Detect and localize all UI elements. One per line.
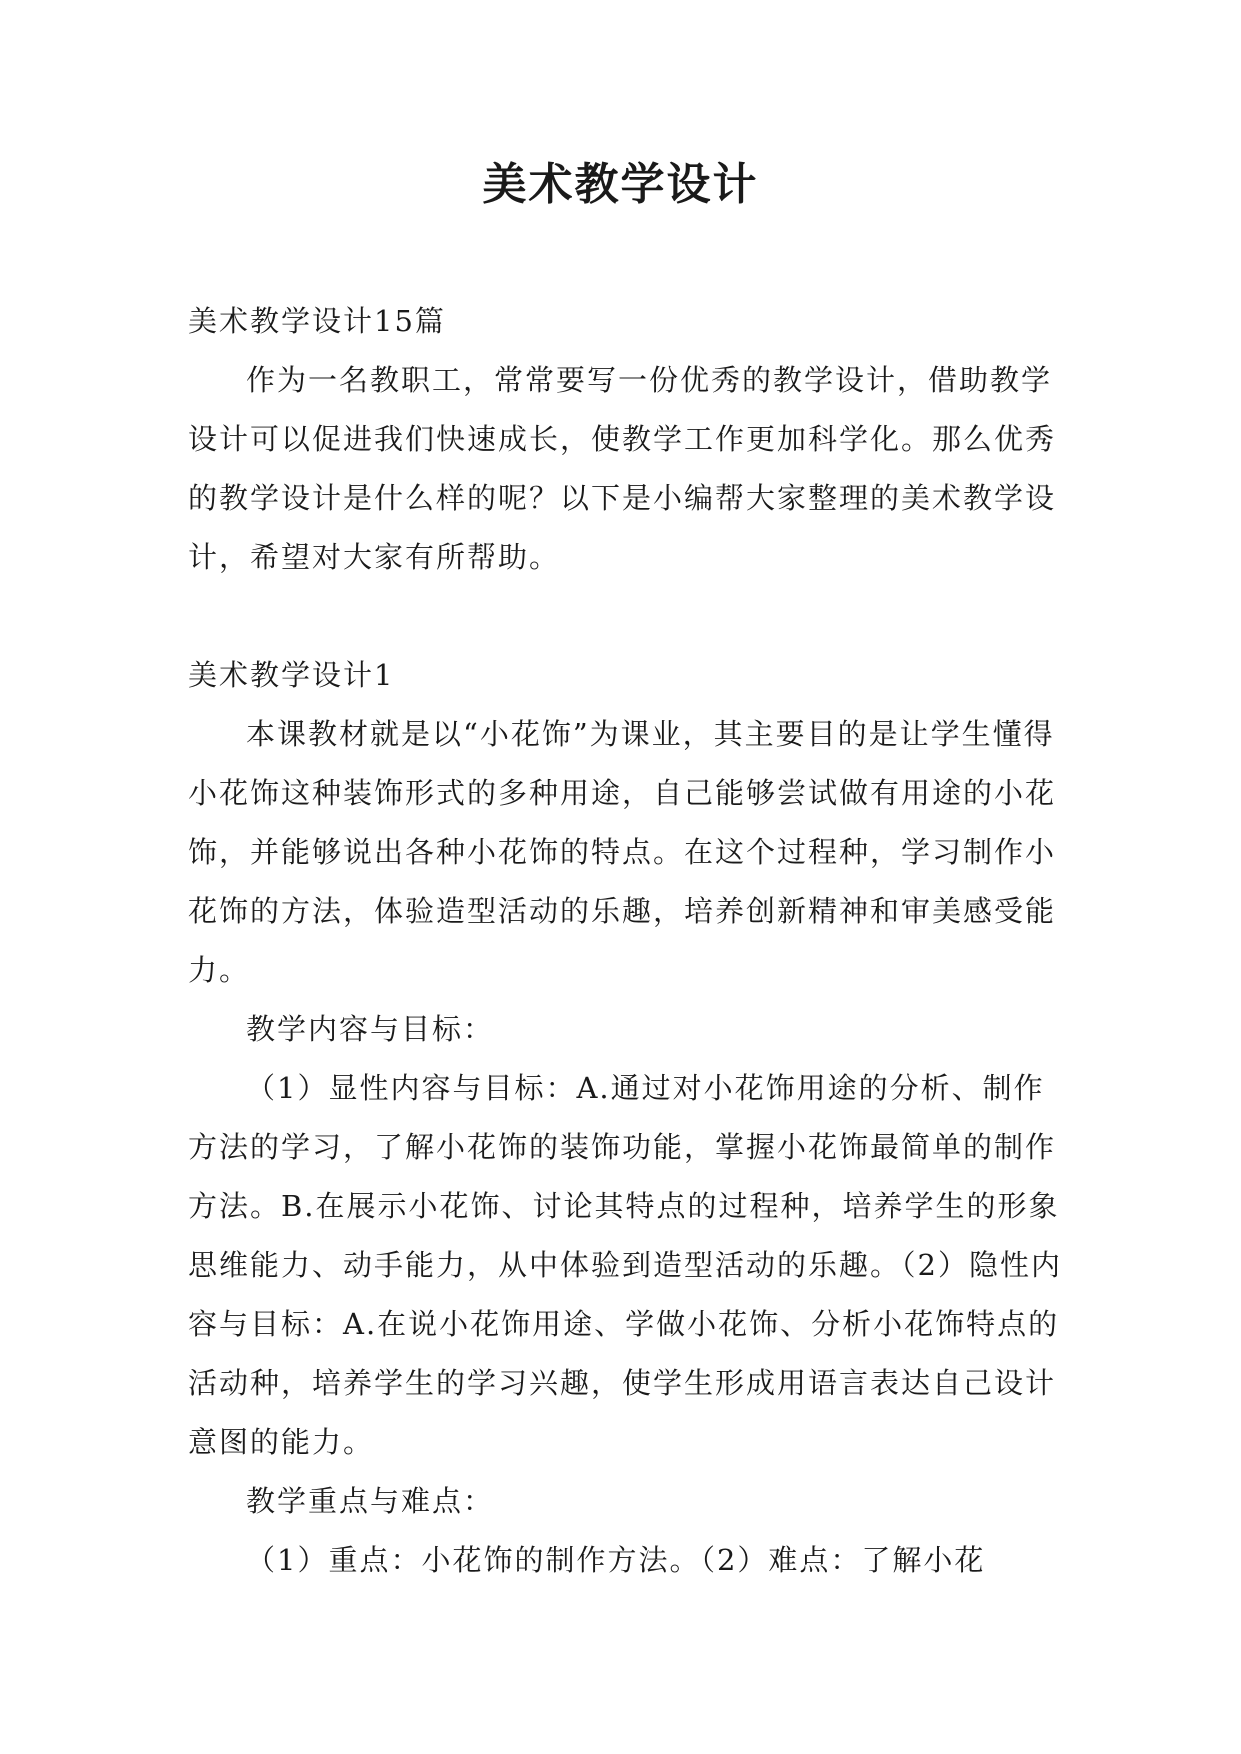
content-heading: 教学内容与目标： <box>246 1012 495 1046</box>
key-heading: 教学重点与难点： <box>246 1484 495 1518</box>
document-title: 美术教学设计 <box>482 159 759 210</box>
section-gap <box>188 587 1068 646</box>
document-subtitle: 美术教学设计15篇 <box>188 304 446 338</box>
intro-paragraph: 作为一名教职工，常常要写一份优秀的教学设计，借助教学设计可以促进我们快速成长，使教学工作更加科学化。那么优秀的教学设计是什么样的呢？以下是小编帮大家整理的美术教学设计，希望对大家有所帮助。 <box>188 363 1057 574</box>
section-heading: 美术教学设计1 <box>188 658 395 692</box>
content-paragraph: （1）显性内容与目标：A.通过对小花饰用途的分析、制作方法的学习，了解小花饰的装饰功能，掌握小花饰最简单的制作方法。B.在展示小花饰、讨论其特点的过程种，培养学生的形象思维能力、动手能力，从中体验到造型活动的乐趣。（2）隐性内容与目标：A.在说小花饰用途、学做小花饰、分析小花饰特点的活动种，培养学生的学习兴趣，使学生形成用语言表达自己设计意图的能力。 <box>188 1071 1062 1459</box>
document-body <box>188 292 1068 1590</box>
section-paragraph: 本课教材就是以“小花饰”为课业，其主要目的是让学生懂得小花饰这种装饰形式的多种用途，自己能够尝试做有用途的小花饰，并能够说出各种小花饰的特点。在这个过程种，学习制作小花饰的方法，体验造型活动的乐趣，培养创新精神和审美感受能力。 <box>188 717 1057 987</box>
key-paragraph: （1）重点：小花饰的制作方法。（2）难点：了解小花 <box>246 1543 986 1577</box>
